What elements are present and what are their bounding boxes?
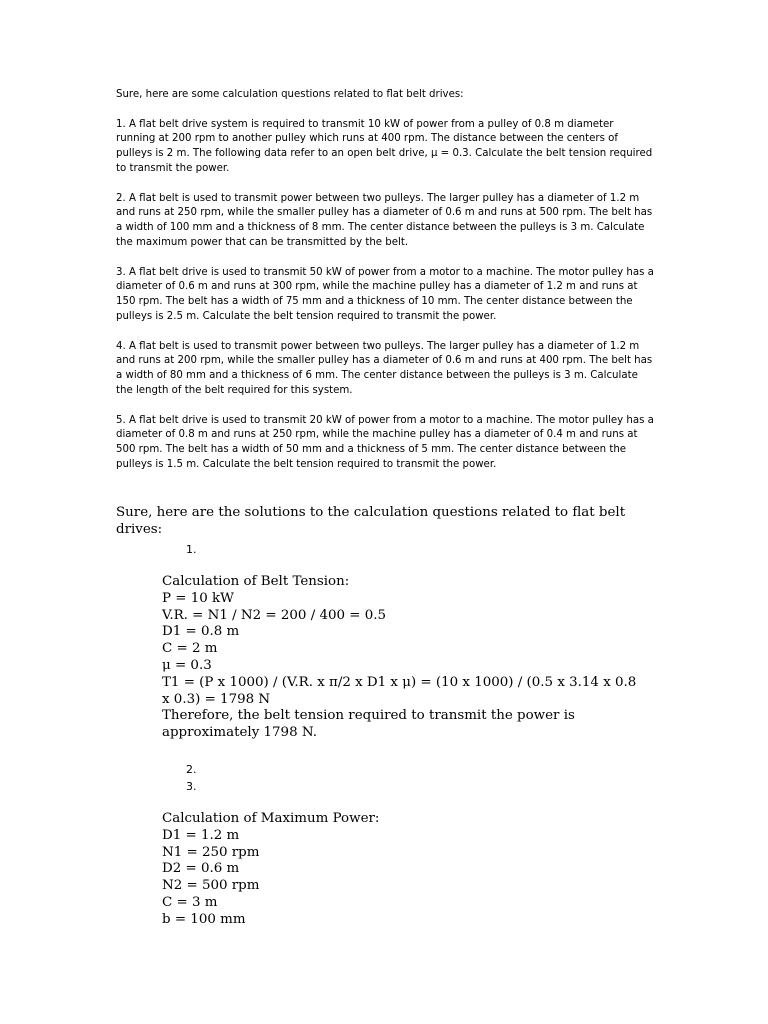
solution-1-block (162, 574, 642, 742)
solution-2-title: Calculation of Maximum Power: (162, 811, 380, 826)
solution-2-line: D1 = 1.2 m (162, 827, 240, 843)
question-1: 1. A flat belt drive system is required to transmit 10 kW of power from a pulley of 0.8 m diameter running at 200 rpm to another pulley which runs at 400 rpm. The distance between the centers of pulleys is 2 m. The following data refer to an open belt drive, μ = 0.3. Calculate the belt tension required to transmit the power. (116, 118, 653, 174)
solution-2-block (162, 811, 642, 929)
questions-section (116, 88, 656, 488)
question-2: 2. A flat belt is used to transmit power between two pulleys. The larger pulley has a diameter of 1.2 m and runs at 250 rpm, while the smaller pulley has a diameter of 0.6 m and runs at 500 rpm. The belt has a width of 100 mm and a thickness of 8 mm. The center distance between the pulleys is 3 m. Calculate the maximum power that can be transmitted by the belt. (116, 192, 653, 248)
solution-1-line: T1 = (P x 1000) / (V.R. x π/2 x D1 x μ) = (10 x 1000) / (0.5 x 3.14 x 0.8 x 0.3) = 1798 N (162, 674, 637, 707)
solution-1-line: D1 = 0.8 m (162, 624, 240, 640)
solution-2-line: N1 = 250 rpm (162, 844, 260, 860)
intro-lead: Sure, here are some calculation questions related to flat belt drives: (116, 89, 464, 100)
solutions-heading: Sure, here are the solutions to the calculation questions related to flat belt drives: (116, 505, 626, 537)
question-5: 5. A flat belt drive is used to transmit 20 kW of power from a motor to a machine. The motor pulley has a diameter of 0.8 m and runs at 250 rpm, while the machine pulley has a diameter of 0.4 m and runs at 500 rpm. The belt has a width of 50 mm and a thickness of 5 mm. The center distance between the pulleys is 1.5 m. Calculate the belt tension required to transmit the power. (116, 414, 654, 470)
solution-1-line: C = 2 m (162, 641, 218, 657)
question-3: 3. A flat belt drive is used to transmit 50 kW of power from a motor to a machine. The motor pulley has a diameter of 0.6 m and runs at 300 rpm, while the machine pulley has a diameter of 1.2 m and runs at 150 rpm. The belt has a width of 75 mm and a thickness of 10 mm. The center distance between the pulleys is 2.5 m. Calculate the belt tension required to transmit the power. (116, 266, 654, 322)
solution-2-line: N2 = 500 rpm (162, 878, 260, 894)
list-number-1: 1. (186, 543, 197, 556)
solution-2-line: D2 = 0.6 m (162, 861, 240, 877)
question-4: 4. A flat belt is used to transmit power between two pulleys. The larger pulley has a diameter of 1.2 m and runs at 200 rpm, while the smaller pulley has a diameter of 0.6 m and runs at 400 rpm. The belt has a width of 80 mm and a thickness of 6 mm. The center distance between the pulleys is 3 m. Calculate the length of the belt required for this system. (116, 340, 653, 396)
solution-1-conclusion: Therefore, the belt tension required to transmit the power is approximately 1798 N. (162, 708, 575, 741)
solution-1-line: P = 10 kW (162, 590, 234, 606)
solution-1-line: μ = 0.3 (162, 657, 212, 673)
list-number-3: 3. (186, 780, 197, 793)
solution-1-title: Calculation of Belt Tension: (162, 574, 350, 589)
solution-2-line: C = 3 m (162, 894, 218, 910)
solution-1-line: V.R. = N1 / N2 = 200 / 400 = 0.5 (162, 607, 387, 623)
solution-2-line: b = 100 mm (162, 911, 246, 927)
list-number-2: 2. (186, 763, 197, 776)
